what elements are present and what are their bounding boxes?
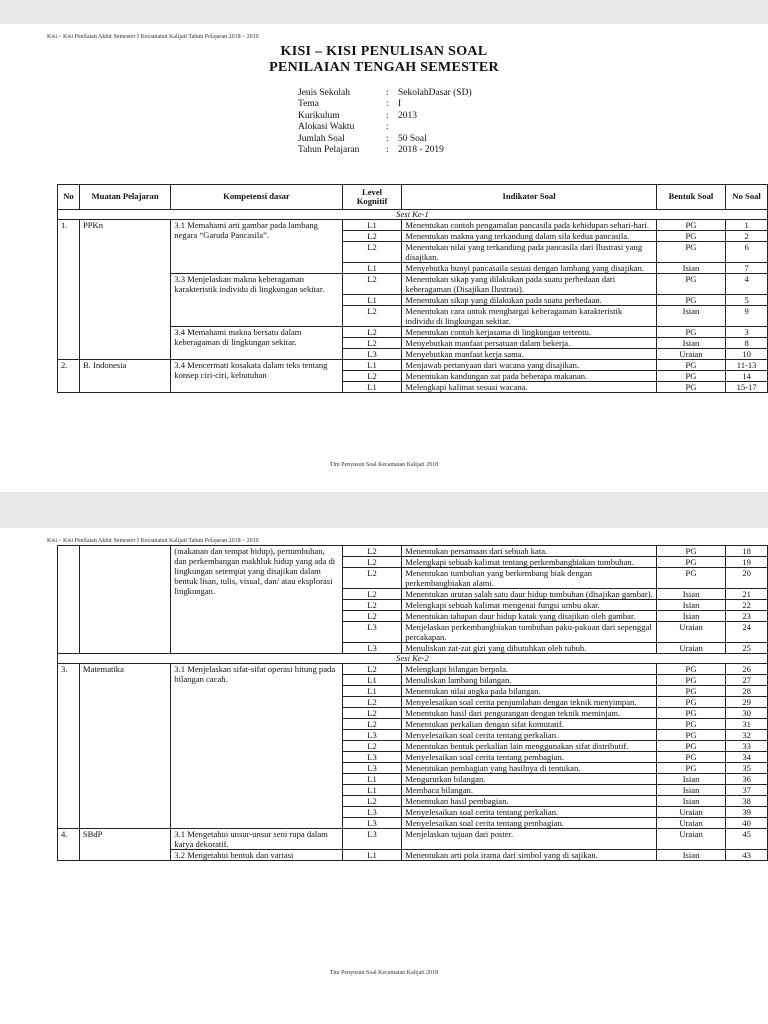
header-kompetensi-dasar: Kompetensi dasar [171,185,342,210]
cognitive-level: L3 [342,349,402,360]
document-title: KISI – KISI PENULISAN SOAL [280,44,488,59]
question-number: 26 [726,664,768,675]
question-number: 30 [726,708,768,719]
question-number: 5 [726,295,768,306]
indicator-text: Menentukan nilai yang terkandung pada pancasila dari Ilustrasi yang disajikan. [402,242,656,263]
bindo-continued-rows [58,546,768,654]
question-type: PG [656,752,725,763]
header-no: No [58,185,80,210]
question-type: PG [656,220,726,231]
document-subtitle: PENILAIAN TENGAH SEMESTER [269,60,499,75]
cognitive-level: L2 [342,231,402,242]
question-number: 39 [726,807,768,818]
question-type: PG [656,568,725,589]
indicator-text: Melengkapi sebuah kalimat mengenai fungsi umbu akar. [402,600,657,611]
question-number: 29 [726,697,768,708]
sbdp-rows [58,829,768,861]
question-number: 10 [726,349,768,360]
question-type: PG [656,274,726,295]
subject-name [79,546,170,654]
subject-name: Matematika [79,664,170,829]
question-type: Isian [656,263,726,274]
session-row [58,210,768,220]
subject-name: B. Indonesia [79,360,170,393]
cognitive-level: L1 [342,675,401,686]
question-type: PG [656,664,725,675]
meta-row: Tahun Pelajaran : 2018 - 2019 [298,144,444,155]
cognitive-level: L1 [342,774,401,785]
indicator-text: Menyelesaikan soal cerita tentang pembagian. [402,752,657,763]
meta-row: Jenis Sekolah : SekolahDasar (SD) [298,88,472,98]
cognitive-level: L1 [342,850,401,861]
cognitive-level: L2 [342,327,402,338]
table-header-row [58,185,768,210]
question-type: Uraian [656,807,725,818]
competency-text: 3.3 Menjelaskan makna keberagaman karakteristik individu di lingkungan sekitar. [171,274,342,327]
cognitive-level: L2 [342,338,402,349]
page-footer: Tim Penyusun Soal Kecamatan Kalijati 2018 [329,462,439,468]
question-number: 25 [726,643,768,654]
session-row [58,654,768,664]
question-type: PG [656,741,725,752]
indicator-text: Menentukan bentuk perkalian lain menggunakan sifat distributif. [402,741,657,752]
cognitive-level: L1 [342,263,402,274]
question-number: 33 [726,741,768,752]
competency-text: (makanan dan tempat hidup), pertumbuhan, dan perkembangan makhluk hidup yang ada di lingkungan setempat yang disajikan dalam bentuk lisan, tulis, visual, dan/ atau eksplorasi lingkungan. [171,546,343,654]
indicator-text: Menentukan kandungan zat pada beberapa makanan. [402,371,656,382]
indicator-text: Menentukan nilai angka pada bilangan. [402,686,657,697]
cognitive-level: L1 [342,382,402,393]
header-indikator-soal: Indikator Soal [402,185,656,210]
question-number: 37 [726,785,768,796]
subject-name: SBdP [79,829,170,861]
question-type: PG [656,730,725,741]
document-page-1 [0,24,768,492]
cognitive-level: L3 [342,752,401,763]
kisi-table-page-2 [57,545,768,861]
indicator-text: Menentukan persamaan dari sebuah kata. [402,546,657,557]
question-number: 32 [726,730,768,741]
question-type: Uraian [656,643,725,654]
table-row [58,546,768,557]
question-number: 35 [726,763,768,774]
question-number: 4 [726,274,768,295]
session-label: Sesi Ke-2 [58,654,768,664]
cognitive-level: L2 [342,796,401,807]
question-type: PG [656,231,726,242]
table-row [58,220,768,231]
indicator-text: Mengurutkan bilangan. [402,774,657,785]
cognitive-level: L2 [342,306,402,327]
question-type: PG [656,295,726,306]
indicator-text: Melengkapi sebuah kalimat tentang perkembangbiakan tumbuhan. [402,557,657,568]
cognitive-level: L3 [342,622,401,643]
indicator-text: Menentukan perkalian dengan sifat komutatif. [402,719,657,730]
question-type: PG [656,546,725,557]
question-number: 15-17 [726,382,768,393]
question-number: 1 [726,220,768,231]
question-number: 31 [726,719,768,730]
competency-text: 3.1 Menjelaskan sifat-sifat operasi hitung pada bilangan cacah. [171,664,343,829]
indicator-text: Menentukan contoh pengamalan pancasila pada kehidupan sehari-hari. [402,220,656,231]
question-type: PG [656,708,725,719]
indicator-text: Menentukan sikap yang dilakukan pada suatu perbedaan dari keberagaman (Disajikan Ilustrasi). [402,274,656,295]
question-type: Isian [656,589,725,600]
table-row [58,360,768,371]
session-2 [58,654,768,664]
indicator-text: Menentukan hasil dari pengurangan dengan teknik meminjam. [402,708,657,719]
question-type: Isian [656,785,725,796]
cognitive-level: L2 [342,568,401,589]
indicator-text: Menentukan tahapan daur hidup katak yang disajikan oleh gambar. [402,611,657,622]
indicator-text: Menentukan tumbuhan yang berkembang biak dengan perkembangbiakan alami. [402,568,657,589]
question-type: Uraian [656,622,725,643]
header-level-kognitif: Level Kognitif [342,185,402,210]
question-type: Isian [656,306,726,327]
running-header: Kisi – Kisi Penilaian Akhir Semester I Kecamatan Kalijati Tahun Pelajaran 2018 – 2019 [47,34,259,40]
cognitive-level: L2 [342,274,402,295]
cognitive-level: L2 [342,600,401,611]
meta-row: Kurikulum : 2013 [298,110,417,121]
question-number: 21 [726,589,768,600]
cognitive-level: L3 [342,807,401,818]
row-number: 2. [58,360,80,393]
question-type: PG [656,719,725,730]
cognitive-level: L1 [342,785,401,796]
meta-row: Jumlah Soal : 50 Soal [298,133,427,144]
question-number: 20 [726,568,768,589]
question-type: PG [656,686,725,697]
indicator-text: Menentukan arti pola irama dari simbol yang di sajikan. [402,850,657,861]
question-number: 6 [726,242,768,263]
indicator-text: Menyelesaikan soal cerita penjumlahan dengan teknik menyimpan. [402,697,657,708]
cognitive-level: L2 [342,719,401,730]
cognitive-level: L1 [342,360,402,371]
meta-row: Alokasi Waktu : [298,122,389,133]
question-number: 38 [726,796,768,807]
matematika-rows [58,664,768,829]
cognitive-level: L3 [342,763,401,774]
cognitive-level: L2 [342,741,401,752]
question-type: PG [656,327,726,338]
indicator-text: Menuliskan zat-zat gizi yang dibutuhkan oleh tubuh. [402,643,657,654]
question-type: PG [656,557,725,568]
question-number: 27 [726,675,768,686]
row-number: 1. [58,220,80,360]
question-number: 23 [726,611,768,622]
header-bentuk-soal: Bentuk Soal [656,185,726,210]
competency-text: 3.4 Mencermati kosakata dalam teks tentang konsep ciri-ciri, kebutuhan [171,360,342,393]
header-no-soal: No Soal [726,185,768,210]
kisi-table-page-1 [57,184,768,393]
competency-text: 3.1 Memahami arti gambar pada lambang negara “Garuda Pancasila”. [171,220,342,274]
cognitive-level: L3 [342,643,401,654]
indicator-text: Menyebutkan manfaat kerja sama. [402,349,656,360]
page-footer: Tim Penyusun Soal Kecamatan Kalijati 2018 [329,970,439,976]
question-number: 28 [726,686,768,697]
question-type: Uraian [656,818,725,829]
question-number: 2 [726,231,768,242]
question-type: Uraian [656,829,725,850]
indicator-text: Menentukan pembagian yang hasilnya di tentukan. [402,763,657,774]
cognitive-level: L2 [342,242,402,263]
indicator-text: Menyebutkan manfaat persatuan dalam bekerja. [402,338,656,349]
cognitive-level: L3 [342,818,401,829]
indicator-text: Menyebutka bunyi pancasaila sesuai dengan lambang yang disajikan. [402,263,656,274]
cognitive-level: L2 [342,557,401,568]
question-type: PG [656,371,726,382]
question-number: 3 [726,327,768,338]
question-number: 9 [726,306,768,327]
question-number: 8 [726,338,768,349]
question-number: 22 [726,600,768,611]
question-type: Uraian [656,349,726,360]
cognitive-level: L3 [342,730,401,741]
table-row [58,664,768,675]
cognitive-level: L2 [342,611,401,622]
question-number: 43 [726,850,768,861]
question-type: PG [656,763,725,774]
cognitive-level: L2 [342,708,401,719]
question-type: PG [656,242,726,263]
question-number: 14 [726,371,768,382]
question-number: 45 [726,829,768,850]
question-number: 18 [726,546,768,557]
indicator-text: Menentukan cara untuk menghargai keberagaman karakteristik individu di lingkungan sekitar. [402,306,656,327]
indicator-text: Menjelaskan perkembangbiakan tumbuhan paku-pakuan dari sepenggal percakapan. [402,622,657,643]
cognitive-level: L2 [342,546,401,557]
table-row [58,829,768,850]
indicator-text: Menentukan makna yang terkandung dalam sila kedua pancasila. [402,231,656,242]
question-type: Isian [656,796,725,807]
cognitive-level: L2 [342,589,401,600]
document-page-2 [0,528,768,1024]
question-number: 7 [726,263,768,274]
indicator-text: Menentukan hasil pembagian. [402,796,657,807]
running-header: Kisi – Kisi Penilaian Akhir Semester I Kecamatan Kalijati Tahun Pelajaran 2018 – 2019 [47,538,259,544]
indicator-text: Menjelaskan tujuan dari poster. [402,829,657,850]
question-number: 36 [726,774,768,785]
question-type: Isian [656,850,725,861]
question-type: PG [656,697,725,708]
competency-text: 3.4 Memahami makna bersatu dalam keberagaman di lingkungan sekitar. [171,327,342,360]
document-meta [298,88,472,156]
header-muatan-pelajaran: Muatan Pelajaran [79,185,170,210]
indicator-text: Menyelesaikan soal cerita tentang pembagian. [402,818,657,829]
cognitive-level: L2 [342,664,401,675]
question-type: PG [656,360,726,371]
question-type: Isian [656,600,725,611]
question-type: Isian [656,774,725,785]
indicator-text: Melengkapi bilangan berpola. [402,664,657,675]
indicator-text: Menentukan contoh kerjasama di lingkungan tertentu. [402,327,656,338]
cognitive-level: L3 [342,829,401,850]
session-label: Sesi Ke-1 [58,210,768,220]
indicator-text: Menjawab pertanyaan dari wacana yang disajikan. [402,360,656,371]
cognitive-level: L1 [342,686,401,697]
indicator-text: Menuliskan lambang bilangan. [402,675,657,686]
cognitive-level: L1 [342,220,402,231]
subject-name: PPKn [79,220,170,360]
question-number: 34 [726,752,768,763]
meta-row: Tema : I [298,99,402,110]
row-number: 4. [58,829,80,861]
cognitive-level: L1 [342,295,402,306]
cognitive-level: L2 [342,697,401,708]
question-type: Isian [656,611,725,622]
indicator-text: Menyelesaikan soal cerita tentang perkalian. [402,807,657,818]
row-number [58,546,80,654]
question-number: 24 [726,622,768,643]
question-number: 40 [726,818,768,829]
question-number: 19 [726,557,768,568]
question-number: 11-13 [726,360,768,371]
row-number: 3. [58,664,80,829]
cognitive-level: L2 [342,371,402,382]
competency-text: 3.1 Mengetahui unsur-unsur seni rupa dalam karya dekoratif. [171,829,343,850]
indicator-text: Melengkapi kalimat sesuai wacana. [402,382,656,393]
competency-text: 3.2 Mengetahui bentuk dan variasi [171,850,343,861]
question-type: PG [656,675,725,686]
indicator-text: Menentukan urutan salah satu daur hidup tumbuhan (disajikan gambar). [402,589,657,600]
question-type: Isian [656,338,726,349]
indicator-text: Menyelesaikan soal cerita tentang perkalian. [402,730,657,741]
indicator-text: Menentukan sikap yang dilakukan pada suatu perbedaan. [402,295,656,306]
indicator-text: Membaca bilangan. [402,785,657,796]
question-type: PG [656,382,726,393]
